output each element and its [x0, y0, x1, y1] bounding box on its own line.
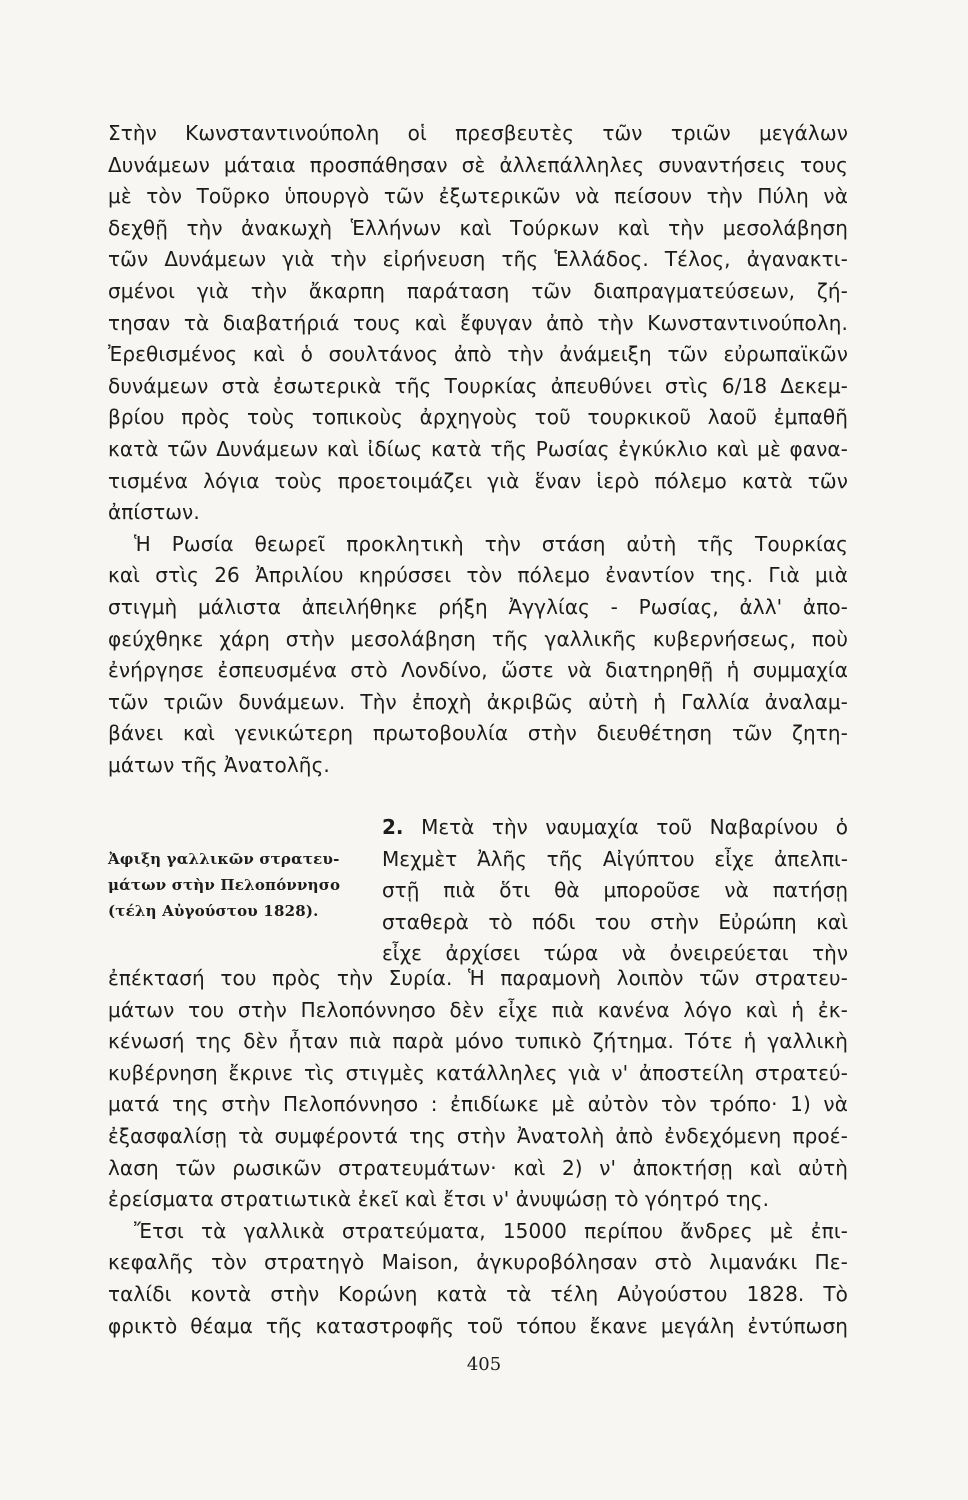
text-line: ἀπίστων. — [108, 500, 200, 525]
page-number: 405 — [466, 1354, 502, 1375]
text-line: ἐπέκτασή του πρὸς τὴν Συρία. Ἡ παραμονὴ λοιπὸν τῶν στρατευ- — [108, 966, 848, 990]
text-line: δεχθῇ τὴν ἀνακωχὴ Ἑλλήνων καὶ Τούρκων καὶ τὴν μεσολάβηση — [108, 215, 848, 240]
side-heading-line: Ἀφιξη γαλλικῶν στρατευ- — [108, 850, 340, 868]
section-first-line: Μετὰ τὴν ναυμαχία τοῦ Ναβαρίνου ὁ — [421, 815, 848, 839]
text-line: μάτων του στὴν Πελοπόννησο δὲν εἶχε πιὰ κανένα λόγο καὶ ἡ ἐκ- — [108, 997, 848, 1022]
paragraphs-top — [108, 118, 848, 781]
paragraphs-bottom — [108, 963, 848, 1342]
text-line: σμένοι γιὰ τὴν ἄκαρπη παράταση τῶν διαπραγματεύσεων, ζή- — [108, 278, 848, 303]
text-line: φεύχθηκε χάρη στὴν μεσολάβηση τῆς γαλλικῆς κυβερνήσεως, ποὺ — [108, 626, 848, 651]
text-line: Ἡ Ρωσία θεωρεῖ προκλητικὴ τὴν στάση αὐτὴ τῆς Τουρκίας — [134, 531, 848, 556]
text-line: μάτων τῆς Ἀνατολῆς. — [108, 752, 330, 777]
text-line: δυνάμεων στὰ ἐσωτερικὰ τῆς Τουρκίας ἀπευθύνει στὶς 6/18 Δεκεμ- — [108, 373, 848, 398]
text-line: μὲ τὸν Τοῦρκο ὑπουργὸ τῶν ἐξωτερικῶν νὰ πείσουν τὴν Πύλη νὰ — [108, 184, 848, 209]
text-line: σταθερὰ τὸ πόδι του στὴν Εὐρώπη καὶ — [382, 909, 848, 934]
text-line: κατὰ τῶν Δυνάμεων καὶ ἰδίως κατὰ τῆς Ρωσίας ἐγκύκλιο καὶ μὲ φανα- — [108, 436, 848, 461]
text-line: βάνει καὶ γενικώτερη πρωτοβουλία στὴν διευθέτηση τῶν ζητη- — [108, 721, 848, 746]
section-opening-text — [382, 812, 848, 970]
text-line: ταλίδι κοντὰ στὴν Κορώνη κατὰ τὰ τέλη Αὐγούστου 1828. Τὸ — [108, 1281, 848, 1306]
text-line: λαση τῶν ρωσικῶν στρατευμάτων· καὶ 2) ν' ἀποκτήσῃ καὶ αὐτὴ — [108, 1155, 848, 1180]
text-line: τῶν τριῶν δυνάμεων. Τὴν ἐποχὴ ἀκριβῶς αὐτὴ ἡ Γαλλία ἀναλαμ- — [108, 689, 848, 714]
side-heading — [108, 846, 348, 924]
text-line: ματά της στὴν Πελοπόννησο : ἐπιδίωκε μὲ αὐτὸν τὸν τρόπο· 1) νὰ — [108, 1092, 848, 1117]
text-line: Δυνάμεων μάταια προσπάθησαν σὲ ἀλλεπάλληλες συναντήσεις τους — [108, 152, 848, 177]
side-heading-line: (τέλη Αὐγούστου 1828). — [108, 902, 319, 920]
text-line: ἐξασφαλίσῃ τὰ συμφέροντά της στὴν Ἀνατολὴ ἀπὸ ἐνδεχόμενη προέ- — [108, 1123, 848, 1148]
text-line: τισμένα λόγια τοὺς προετοιμάζει γιὰ ἕναν ἱερὸ πόλεμο κατὰ τῶν — [108, 468, 848, 493]
text-line: κυβέρνηση ἔκρινε τὶς στιγμὲς κατάλληλες γιὰ ν' ἀποστείλη στρατεύ- — [108, 1060, 848, 1085]
text-line: κεφαλῆς τὸν στρατηγὸ Maison, ἀγκυροβόλησαν στὸ λιμανάκι Πε- — [108, 1250, 848, 1275]
text-line: κένωσή της δὲν ἦταν πιὰ παρὰ μόνο τυπικὸ ζήτημα. Τότε ἡ γαλλικὴ — [108, 1029, 848, 1054]
text-line: φρικτὸ θέαμα τῆς καταστροφῆς τοῦ τόπου ἔκανε μεγάλη ἐντύπωση — [108, 1313, 848, 1338]
text-line: Μεχμὲτ Ἀλῆς τῆς Αἰγύπτου εἶχε ἀπελπι- — [382, 846, 848, 871]
text-line: Ἐρεθισμένος καὶ ὁ σουλτάνος ἀπὸ τὴν ἀνάμειξη τῶν εὐρωπαϊκῶν — [108, 342, 848, 367]
text-line: καὶ στὶς 26 Ἀπριλίου κηρύσσει τὸν πόλεμο ἐναντίον της. Γιὰ μιὰ — [108, 563, 848, 588]
text-line: τῶν Δυνάμεων γιὰ τὴν εἰρήνευση τῆς Ἑλλάδος. Τέλος, ἀγανακτι- — [108, 247, 848, 272]
section-number: 2. — [382, 815, 404, 839]
section-2 — [108, 812, 848, 966]
text-line: Στὴν Κωνσταντινούπολη οἱ πρεσβευτὲς τῶν τριῶν μεγάλων — [108, 121, 848, 145]
side-heading-line: μάτων στὴν Πελοπόννησο — [108, 876, 341, 894]
text-line: στῇ πιὰ ὅτι θὰ μποροῦσε νὰ πατήσῃ — [382, 878, 848, 903]
text-line: τησαν τὰ διαβατήριά τους καὶ ἔφυγαν ἀπὸ τὴν Κωνσταντινούπολη. — [108, 310, 848, 335]
text-line: εἶχε ἀρχίσει τώρα νὰ ὀνειρεύεται τὴν — [382, 941, 848, 966]
text-line: Ἔτσι τὰ γαλλικὰ στρατεύματα, 15000 περίπου ἄνδρες μὲ ἐπι- — [134, 1218, 848, 1243]
text-line: ἐρείσματα στρατιωτικὰ ἐκεῖ καὶ ἔτσι ν' ἀνυψώσῃ τὸ γόητρό της. — [108, 1187, 770, 1212]
text-line: ἐνήργησε ἐσπευσμένα στὸ Λονδίνο, ὥστε νὰ διατηρηθῇ ἡ συμμαχία — [108, 658, 848, 683]
text-line: βρίου πρὸς τοὺς τοπικοὺς ἀρχηγοὺς τοῦ τουρκικοῦ λαοῦ ἐμπαθῆ — [108, 405, 848, 430]
text-line: στιγμὴ μάλιστα ἀπειλήθηκε ρήξη Ἀγγλίας - Ρωσίας, ἀλλ' ἀπο- — [108, 594, 848, 619]
text-line — [382, 812, 848, 844]
